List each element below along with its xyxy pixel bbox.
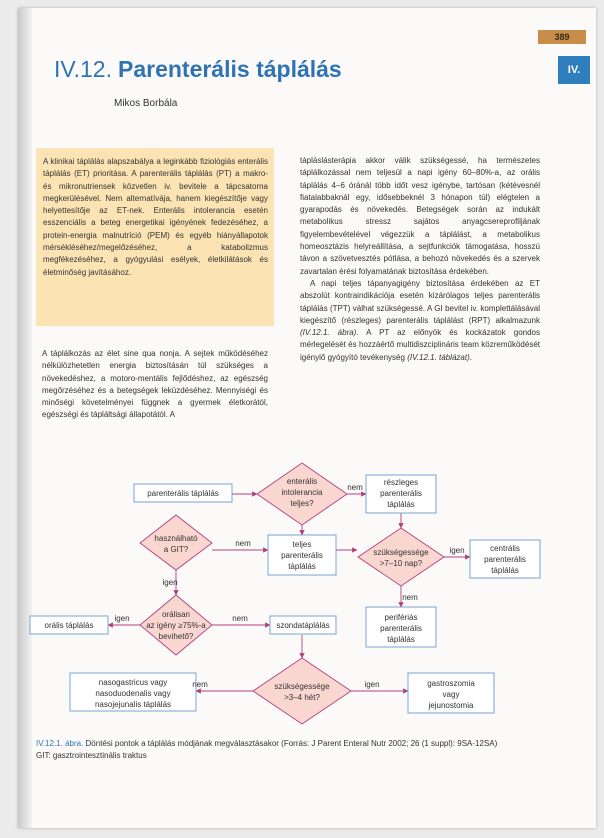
body-left-paragraph: A táplálkozás az élet sine qua nonja. A sejtek működéséhez nélkülözhetetlen energia biztosításán túl szükséges a növekedéshez, a motoro-mentális fejlődéshez, az egészség megőrzéséhez és a betegségek leküzdéséhez. Mennyiségi és minőségi követelményei függnek a gyermek életkorától, egészségi és tápláltsági állapotától. A <box>42 349 268 420</box>
node-label: szondatáplálás <box>276 621 330 630</box>
edge-label-yes: igen <box>364 680 380 689</box>
node-label: szükségessége <box>274 682 330 691</box>
edge-label-no: nem <box>232 614 248 623</box>
node-label: a GIT? <box>163 545 189 554</box>
body-right-paragraph-1: tápláslásterápia akkor válik szükségessé, ha természetes táplálkozással nem teljesül a napi igény 60–80%-a, az orális táplálás 4–6 óránál több időt vesz igénybe, tartósan (kétévesnél fiatalabbaknál egy, idősebbeknél 3 hónapon túl) elégtelen a gyarapodás és növekedés. Betegségek során az indukált metabolikus stressz sajátos anyagcsereprofiljának figyelembevételével végezzük a táplálást, a metabolikus homeosztázis helyreállítása, a sejtfunkciók támogatása, hosszú távon a szövetvesztés pótlása, a behozó növekedés és a szervek zavartalan érési folyamatának biztosítása érdekében. <box>300 156 540 276</box>
node-label: enterális <box>286 477 318 486</box>
node-label: nasojejunalis táplálás <box>94 700 172 709</box>
edge-label-no: nem <box>402 593 418 602</box>
author-name: Mikos Borbála <box>114 98 178 109</box>
edge-label-yes: igen <box>114 614 130 623</box>
paragraph-text: A napi teljes tápanyagigény biztosítása érdekében az ET abszolút kontraindikációja esetén kizárólagos teljes parenterális táplálás (TPT) válhat szükségessé. A GI bevitel iv. komplettálásával kiegészítő (részleges) parenterális táplálást (RPT) alkalmazunk <box>300 278 540 325</box>
node-label: parenterális <box>484 555 526 564</box>
node-label: szükségessége <box>373 548 429 557</box>
edge-label-no: nem <box>192 680 208 689</box>
page-number: 389 <box>554 32 570 42</box>
node-label: centrális <box>490 544 520 553</box>
node-label: intolerancia <box>281 488 323 497</box>
edge-label-no: nem <box>235 539 251 548</box>
node-label: perifériás <box>384 613 418 622</box>
node-label: nasogastricus vagy <box>98 678 168 687</box>
caption-label: IV.12.1. ábra. <box>36 739 84 748</box>
node-label: teljes <box>292 540 312 549</box>
node-label: táplálás <box>387 500 415 509</box>
node-label: táplálás <box>288 562 316 571</box>
node-label: teljes? <box>290 499 314 508</box>
node-label: parenterális <box>380 624 422 633</box>
figure-caption <box>36 738 536 762</box>
need-long-duration-decision <box>253 658 351 724</box>
edge-label-no: nem <box>347 483 363 492</box>
caption-line <box>36 738 536 750</box>
node-label: bevihető? <box>158 632 194 641</box>
node-label: parenterális táplálás <box>147 489 219 498</box>
node-label: parenterális <box>281 551 323 560</box>
table-reference: (IV.12.1. táblázat) <box>407 352 470 362</box>
figure-reference: (IV.12.1. ábra) <box>300 328 357 338</box>
caption-abbreviation: GIT: gasztrointesztinális traktus <box>36 751 147 760</box>
node-label: orálisan <box>161 610 191 619</box>
paragraph-text: . <box>469 352 472 362</box>
edge-label-yes: igen <box>449 546 465 555</box>
paragraph-text: . A PT az előnyök és kockázatok gondos mérlegelését és hozzáértő multidiszciplináris team közreműködését igénylő gyógyító tevékenység <box>300 328 540 362</box>
caption-text: Döntési pontok a táplálás módjának megválasztásakor (Forrás: J Parent Enteral Nutr 2002; 26 (1 suppl): 9SA-12SA) <box>83 739 498 748</box>
node-label: >3–4 hét? <box>284 693 320 702</box>
title-text: Parenterális táplálás <box>117 56 342 82</box>
need-duration-decision <box>358 528 444 586</box>
node-label: >7–10 nap? <box>379 559 423 568</box>
node-label: használható <box>154 534 198 543</box>
node-label: nasoduodenalis vagy <box>95 689 171 698</box>
node-label: táplálás <box>387 635 415 644</box>
node-label: táplálás <box>491 566 519 575</box>
node-label: az igény ≥75%-a <box>146 621 206 630</box>
node-label: vagy <box>442 690 460 699</box>
chapter-tab: IV. <box>558 56 590 84</box>
node-label: jejunostomia <box>428 701 474 710</box>
node-label: részleges <box>383 478 419 487</box>
title-number: IV.12. <box>54 56 112 82</box>
abstract-box: A klinikai táplálás alapszabálya a leginkább fiziológiás enterális táplálás (ET) prioritása. A parenterális táplálás (PT) a makro- és mikronutriensek közvetlen iv. bevitele a tápcsatorna megkerülésével. Nem alternatívája, hanem kiegészítője vagy helyettesítője az ET-nek. Enterális intolerancia esetén esszenciális a beteg energetikai igényének fedezéséhez, a protein-energia malnutríció (PEM) és egyéb hiányállapotok mérsékléséhez/megelőzéséhez, a katabolizmus megfékezéséhez, a gyógyulási esélyek, életkilátások és életminőség javításához. <box>36 148 274 326</box>
edge-label-yes: igen <box>162 578 178 587</box>
node-label: gastroszomia <box>427 679 475 688</box>
node-label: parenterális <box>380 489 422 498</box>
node-label: orális táplálás <box>44 621 94 630</box>
